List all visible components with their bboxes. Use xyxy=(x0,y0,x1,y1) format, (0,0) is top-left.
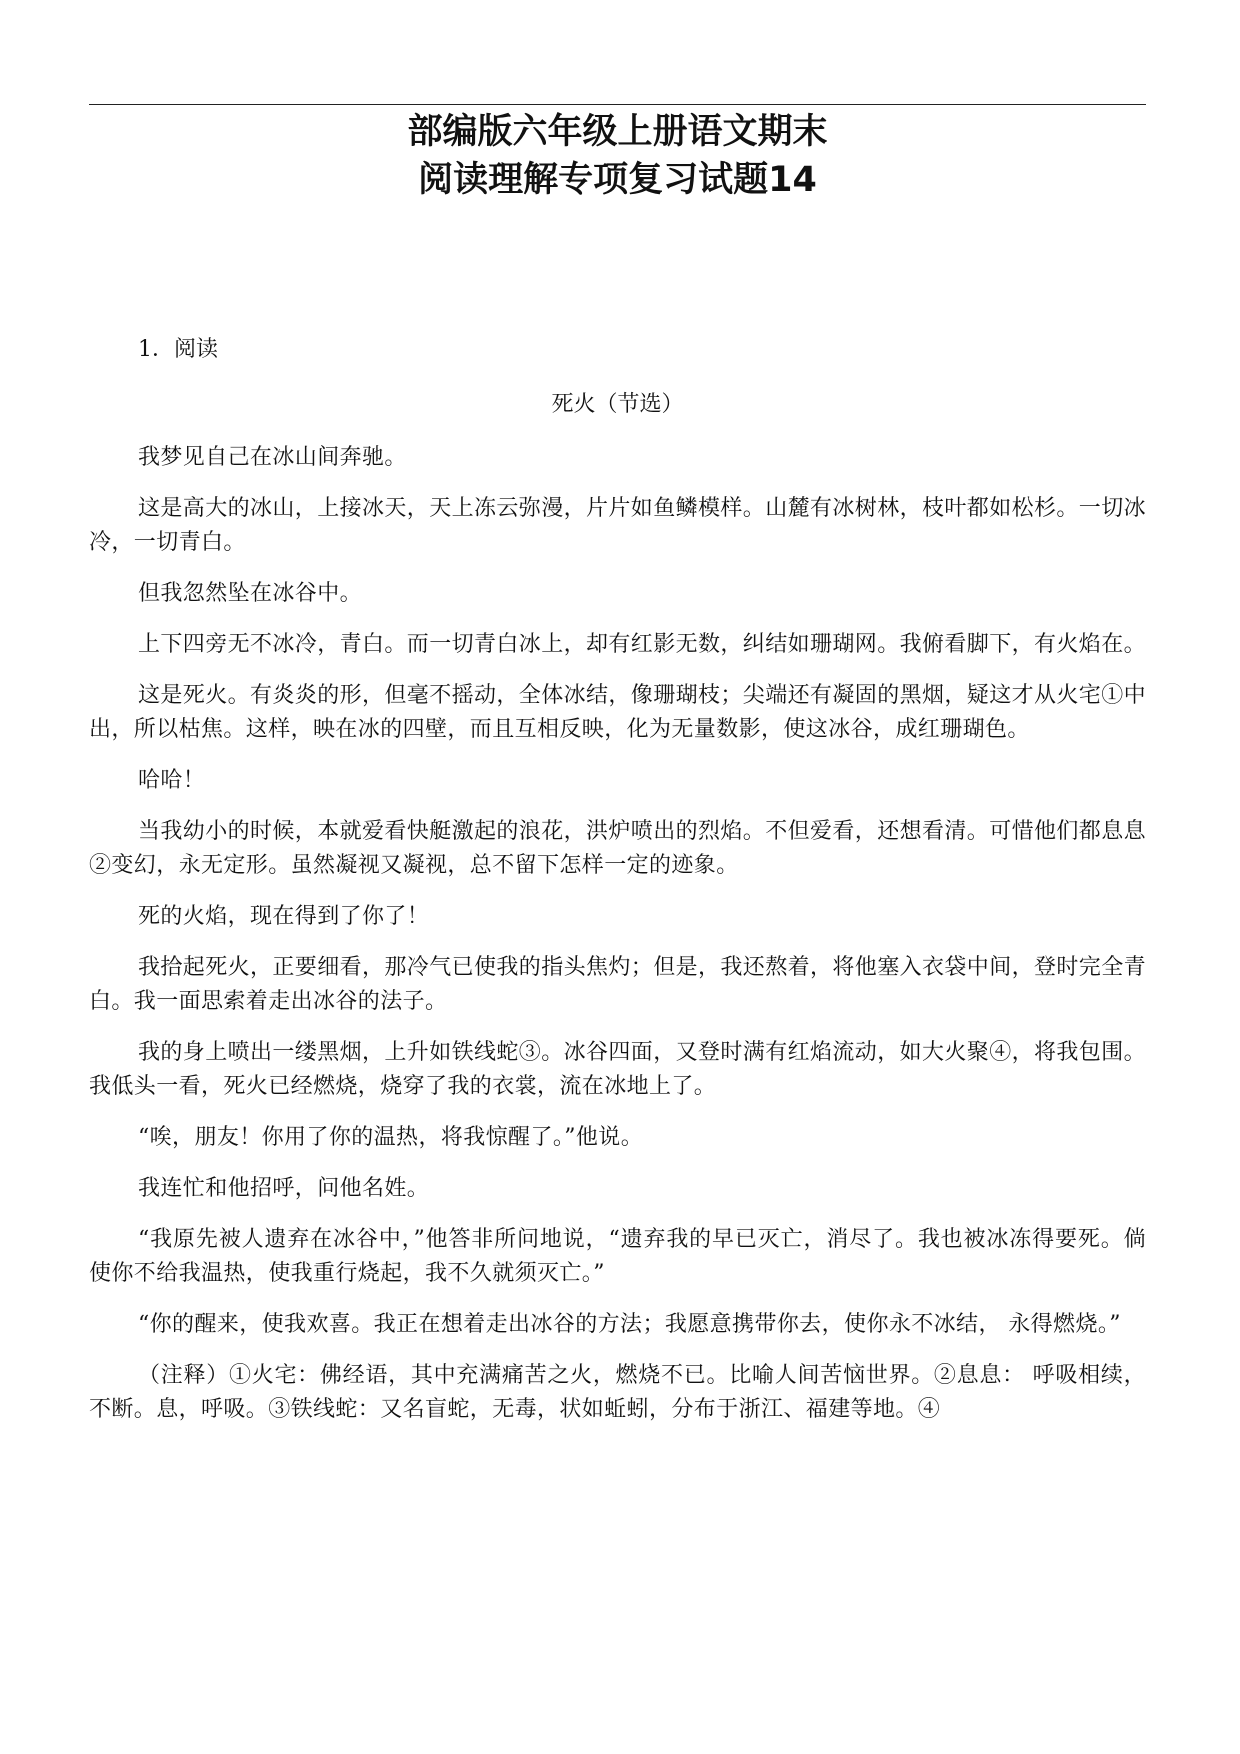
paragraph: 哈哈！ xyxy=(138,768,206,793)
paragraph: 死的火焰，现在得到了你了！ xyxy=(138,904,430,929)
paragraph: 这是高大的冰山，上接冰天，天上冻云弥漫，片片如鱼鳞模样。山麓有冰树林，枝叶都如松杉。一切冰冷，一切青白。 xyxy=(89,496,1147,555)
document-title xyxy=(89,108,1146,204)
paragraph: 我拾起死火，正要细看，那冷气已使我的指头焦灼；但是，我还熬着，将他塞入衣袋中间，登时完全青白。我一面思索着走出冰谷的法子。 xyxy=(89,955,1147,1014)
header-rule xyxy=(89,104,1146,105)
paragraph: 上下四旁无不冰冷，青白。而一切青白冰上，却有红影无数，纠结如珊瑚网。我俯看脚下，有火焰在。 xyxy=(138,632,1147,657)
paragraph: “你的醒来，使我欢喜。我正在想着走出冰谷的方法；我愿意携带你去，使你永不冰结， 永得燃烧。” xyxy=(138,1312,1121,1337)
paragraph: 当我幼小的时候，本就爱看快艇激起的浪花，洪炉喷出的烈焰。不但爱看，还想看清。可惜他们都息息②变幻，永无定形。虽然凝视又凝视，总不留下怎样一定的迹象。 xyxy=(89,819,1147,878)
annotation-note: （注释）①火宅：佛经语，其中充满痛苦之火，燃烧不已。比喻人间苦恼世界。②息息： 呼吸相续，不断。息，呼吸。③铁线蛇：又名盲蛇，无毒，状如蚯蚓，分布于浙江、福建等地。④ xyxy=(89,1363,1146,1422)
article-body xyxy=(89,441,1146,1444)
paragraph: 这是死火。有炎炎的形，但毫不摇动，全体冰结，像珊瑚枝；尖端还有凝固的黑烟，疑这才从火宅①中出，所以枯焦。这样，映在冰的四壁，而且互相反映，化为无量数影，使这冰谷，成红珊瑚色。 xyxy=(89,683,1147,742)
paragraph: 我梦见自己在冰山间奔驰。 xyxy=(138,445,407,470)
question-number: 1．阅读 xyxy=(138,337,218,362)
article-title: 死火（节选） xyxy=(551,392,684,417)
title-line-1: 部编版六年级上册语文期末 xyxy=(407,112,828,152)
title-line-2: 阅读理解专项复习试题14 xyxy=(418,160,817,200)
paragraph: 我的身上喷出一缕黑烟，上升如铁线蛇③。冰谷四面，又登时满有红焰流动，如大火聚④，将我包围。我低头一看，死火已经燃烧，烧穿了我的衣裳，流在冰地上了。 xyxy=(89,1040,1147,1099)
paragraph: “我原先被人遗弃在冰谷中，”他答非所问地说，“遗弃我的早已灭亡，消尽了。我也被冰冻得要死。倘使你不给我温热，使我重行烧起，我不久就须灭亡。” xyxy=(89,1227,1146,1286)
paragraph: “唉，朋友！你用了你的温热，将我惊醒了。”他说。 xyxy=(138,1125,644,1150)
paragraph: 我连忙和他招呼，问他名姓。 xyxy=(138,1176,430,1201)
paragraph: 但我忽然坠在冰谷中。 xyxy=(138,581,363,606)
